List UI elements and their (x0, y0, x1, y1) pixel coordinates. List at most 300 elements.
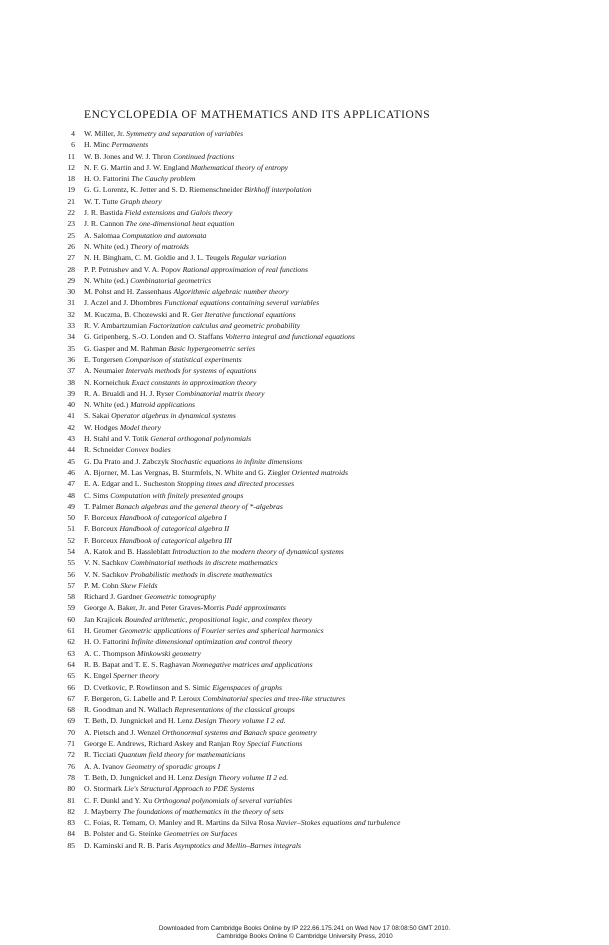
volume-number: 70 (67, 727, 75, 737)
volume-author: D. Kaminski and R. B. Paris (84, 840, 172, 850)
volume-entry (84, 343, 255, 354)
volume-number: 76 (67, 761, 75, 771)
volume-number: 19 (67, 185, 75, 195)
volume-entry (84, 795, 292, 806)
volume-title: Computation with finitely presented groups (110, 490, 244, 500)
volume-author: E. A. Edgar and L. Sucheston (84, 479, 175, 489)
volume-entry (84, 264, 308, 275)
list-item (50, 196, 570, 207)
list-item (50, 241, 570, 252)
volume-author: A. Pietsch and J. Wenzel (84, 727, 161, 737)
list-item (50, 682, 570, 693)
volume-entry (84, 636, 292, 647)
volume-number: 30 (67, 287, 75, 297)
volume-title: Algorithmic algebraic number theory (173, 287, 289, 297)
volume-author: B. Polster and G. Steinke (84, 829, 162, 839)
volume-author: E. Torgersen (84, 354, 123, 364)
volume-title: Factorization calculus and geometric probability (148, 321, 301, 331)
volume-author: R. B. Bapat and T. E. S. Raghavan (84, 659, 191, 669)
volume-entry (84, 309, 296, 320)
volume-title: Minkowski geometry (137, 648, 201, 658)
volume-number: 18 (67, 174, 75, 184)
list-item (50, 467, 570, 478)
volume-entry (84, 252, 286, 263)
volume-number: 49 (67, 501, 75, 511)
volume-number: 22 (67, 208, 75, 218)
volume-entry (84, 478, 294, 489)
volume-author: C. Sims (84, 490, 109, 500)
volume-author: N. White (ed.) (84, 400, 129, 410)
list-item (50, 377, 570, 388)
volume-number: 4 (71, 129, 75, 138)
volume-author: H. O. Fattorini (84, 637, 130, 647)
volume-author: J. R. Cannon (84, 219, 124, 229)
volume-title: Eigenspaces of graphs (212, 682, 282, 692)
volume-title: Handbook of categorical algebra III (119, 535, 232, 545)
download-footer (0, 925, 609, 940)
volume-number: 44 (67, 445, 75, 455)
volume-number: 52 (67, 535, 75, 545)
volume-number: 11 (67, 151, 75, 161)
volume-number: 29 (67, 275, 75, 285)
volume-author: T. Beth, D. Jungnickel and H. Lenz (84, 772, 193, 782)
volume-entry (84, 410, 236, 421)
volume-number: 39 (67, 388, 75, 398)
volume-author: Richard J. Gardner (84, 592, 143, 602)
volume-number: 68 (67, 705, 75, 715)
list-item (50, 331, 570, 342)
list-item (50, 399, 570, 410)
volume-title: Bounded arithmetic, propositional logic, and complex theory (124, 614, 313, 624)
series-title: ENCYCLOPEDIA OF MATHEMATICS AND ITS APPLICATIONS (84, 109, 431, 121)
list-item (50, 478, 570, 489)
volume-title: Operator algebras in dynamical systems (111, 411, 236, 421)
volume-entry (84, 354, 242, 365)
volume-title: Infinite dimensional optimization and control theory (131, 637, 293, 647)
volume-number: 72 (67, 750, 75, 760)
list-item (50, 207, 570, 218)
volume-title: Geometric applications of Fourier series and spherical harmonics (119, 626, 324, 636)
volume-title: Special Functions (246, 739, 303, 749)
list-item (50, 636, 570, 647)
volume-entry (84, 207, 232, 218)
volume-author: O. Stormark (84, 784, 123, 794)
list-item (50, 422, 570, 433)
volume-number: 69 (67, 716, 75, 726)
volume-number: 55 (67, 558, 75, 568)
volume-author: H. Minc (84, 140, 110, 150)
volume-author: A. Salomaa (84, 230, 120, 240)
volume-title: Comparison of statistical experiments (124, 354, 242, 364)
list-item (50, 727, 570, 738)
volume-title: Introduction to the modern theory of dynamical systems (172, 546, 344, 556)
volume-title: Combinatorial matrix theory (175, 388, 265, 398)
list-item (50, 659, 570, 670)
list-item (50, 388, 570, 399)
volume-title: Banach algebras and the general theory of *-algebras (115, 501, 283, 511)
volume-author: R. Goodman and N. Wallach (84, 705, 173, 715)
volume-title: The one-dimensional heat equation (125, 219, 235, 229)
volume-title: Handbook of categorical algebra II (119, 524, 230, 534)
volume-author: J. Mayberry (84, 806, 122, 816)
volume-number: 47 (67, 479, 75, 489)
volume-author: N. Korneichuk (84, 377, 130, 387)
volume-author: F. Borceux (84, 513, 118, 523)
list-item (50, 817, 570, 828)
volume-author: H. O. Fattorini (84, 174, 130, 184)
volume-number: 54 (67, 546, 75, 556)
volume-title: Lie's Structural Approach to PDE Systems (123, 784, 255, 794)
list-item (50, 535, 570, 546)
volume-title: Functional equations containing several variables (164, 298, 320, 308)
volume-author: M. Pohst and H. Zassenhaus (84, 287, 172, 297)
volume-number: 23 (67, 219, 75, 229)
volume-entry (84, 467, 348, 478)
list-item (50, 715, 570, 726)
volume-title: Navier–Stokes equations and turbulence (275, 818, 401, 828)
volume-author: T. Palmer (84, 501, 114, 511)
list-item (50, 523, 570, 534)
volume-entry (84, 241, 189, 252)
volume-author: George A. Baker, Jr. and Peter Graves-Morris (84, 603, 225, 613)
volume-number: 84 (67, 829, 75, 839)
list-item (50, 693, 570, 704)
volume-author: D. Cvetkovic, P. Rowlinson and S. Simic (84, 682, 211, 692)
volume-title: Orthonormal systems and Banach space geometry (162, 727, 317, 737)
volume-author: V. N. Sachkov (84, 558, 129, 568)
list-item (50, 365, 570, 376)
volume-title: Stochastic equations in infinite dimensions (170, 456, 303, 466)
volume-entry (84, 783, 254, 794)
volume-title: Stopping times and directed processes (176, 479, 295, 489)
volume-number: 37 (67, 366, 75, 376)
volume-number: 59 (67, 603, 75, 613)
volume-entry (84, 569, 272, 580)
volume-entry (84, 817, 400, 828)
volume-author: P. M. Cohn (84, 580, 119, 590)
volume-title: Geometries on Surfaces (163, 829, 238, 839)
volume-entry (84, 297, 319, 308)
list-item (50, 670, 570, 681)
volume-number: 38 (67, 377, 75, 387)
volume-entry (84, 399, 195, 410)
volume-entry (84, 173, 195, 184)
volume-title: Sperner theory (113, 671, 160, 681)
volume-number: 82 (67, 806, 75, 816)
volume-number: 36 (67, 354, 75, 364)
volume-entry (84, 659, 313, 670)
volume-number: 64 (67, 659, 75, 669)
volume-number: 27 (67, 253, 75, 263)
volume-author: A. Bjorner, M. Las Vergnas, B. Sturmfels, N. White and G. Ziegler (84, 467, 290, 477)
volume-entry (84, 614, 312, 625)
volume-entry (84, 591, 216, 602)
volume-author: George E. Andrews, Richard Askey and Ranjan Roy (84, 739, 246, 749)
volume-number: 32 (67, 309, 75, 319)
volume-author: H. Gromer (84, 626, 118, 636)
volume-entry (84, 648, 201, 659)
volume-entry (84, 625, 324, 636)
volume-author: W. B. Jones and W. J. Thron (84, 151, 172, 161)
volume-title: Volterra integral and functional equations (225, 332, 355, 342)
volume-title: General orthogonal polynomials (150, 434, 252, 444)
volume-title: Representations of the classical groups (174, 705, 295, 715)
volume-number: 61 (67, 626, 75, 636)
volume-number: 33 (67, 321, 75, 331)
list-item (50, 783, 570, 794)
list-item (50, 806, 570, 817)
volume-entry (84, 693, 345, 704)
list-item (50, 591, 570, 602)
volume-entry (84, 682, 282, 693)
volume-title: Birkhoff interpolation (244, 185, 312, 195)
volume-entry (84, 275, 211, 286)
volume-number: 60 (67, 614, 75, 624)
volume-author: R. A. Brualdi and H. J. Ryser (84, 388, 174, 398)
volume-number: 12 (67, 162, 75, 172)
list-item (50, 252, 570, 263)
volume-entry (84, 602, 286, 613)
volume-entry (84, 535, 232, 546)
list-item (50, 151, 570, 162)
volume-author: N. White (ed.) (84, 275, 129, 285)
volume-entry (84, 377, 256, 388)
list-item (50, 569, 570, 580)
volume-title: Iterative functional equations (204, 309, 296, 319)
volume-author: R. V. Ambartzumian (84, 321, 147, 331)
footer-download-line: Downloaded from Cambridge Books Online by IP 222.66.175.241 on Wed Nov 17 08:08:50 GMT 2010. (158, 925, 451, 932)
volume-author: R. Schneider (84, 445, 124, 455)
volume-number: 48 (67, 490, 75, 500)
list-item (50, 218, 570, 229)
list-item (50, 173, 570, 184)
list-item (50, 264, 570, 275)
volume-author: A. Neumaier (84, 366, 124, 376)
volume-author: S. Sakai (84, 411, 110, 421)
volume-author: A. A. Ivanov (84, 761, 124, 771)
volume-entry (84, 761, 220, 772)
volume-author: H. Stahl and V. Totik (84, 434, 149, 444)
volume-title: Combinatorial methods in discrete mathematics (130, 558, 278, 568)
volume-number: 78 (67, 772, 75, 782)
volume-entry (84, 546, 344, 557)
volume-entry (84, 670, 159, 681)
volume-number: 35 (67, 343, 75, 353)
volume-author: J. Aczel and J. Dhombres (84, 298, 163, 308)
volume-author: G. Gripenberg, S.-O. Londen and O. Staffans (84, 332, 224, 342)
volume-title: Handbook of categorical algebra I (119, 513, 227, 523)
list-item (50, 320, 570, 331)
volume-author: R. Ticciati (84, 750, 117, 760)
volume-author: J. R. Bastida (84, 208, 123, 218)
volume-author: A. Katok and B. Hassleblatt (84, 546, 171, 556)
list-item (50, 557, 570, 568)
list-item (50, 828, 570, 839)
volume-author: F. Bergeron, G. Labelle and P. Leroux (84, 693, 201, 703)
volume-title: Symmetry and separation of variables (126, 129, 244, 138)
list-item (50, 648, 570, 659)
volume-entry (84, 151, 234, 162)
volume-entry (84, 196, 162, 207)
volume-title: Permanents (111, 140, 149, 150)
volume-number: 83 (67, 818, 75, 828)
volume-number: 56 (67, 569, 75, 579)
volume-entry (84, 806, 284, 817)
volume-title: Model theory (119, 422, 162, 432)
volume-number: 80 (67, 784, 75, 794)
volume-number: 31 (67, 298, 75, 308)
volume-entry (84, 512, 227, 523)
volume-author: C. Foias, R. Temam, O. Manley and R. Martins da Silva Rosa (84, 818, 274, 828)
volume-entry (84, 456, 302, 467)
volume-number: 50 (67, 513, 75, 523)
list-item (50, 772, 570, 783)
volume-number: 26 (67, 241, 75, 251)
volume-entry (84, 365, 257, 376)
volume-title: Basic hypergeometric series (168, 343, 256, 353)
volume-number: 46 (67, 467, 75, 477)
volume-title: Intervals methods for systems of equations (125, 366, 257, 376)
volume-entry (84, 230, 206, 241)
volume-author: F. Borceux (84, 524, 118, 534)
list-item (50, 580, 570, 591)
volume-number: 45 (67, 456, 75, 466)
volume-number: 41 (67, 411, 75, 421)
volume-number: 66 (67, 682, 75, 692)
list-item (50, 444, 570, 455)
list-item (50, 795, 570, 806)
volume-author: P. P. Petrushev and V. A. Popov (84, 264, 181, 274)
volume-title: Geometry of sporadic groups I (125, 761, 221, 771)
volume-number: 71 (67, 739, 75, 749)
volume-author: W. Miller, Jr. (84, 129, 125, 138)
volume-author: C. F. Dunkl and Y. Xu (84, 795, 153, 805)
volume-entry (84, 727, 317, 738)
volume-author: N. F. G. Martin and J. W. England (84, 162, 189, 172)
volume-author: Jan Krajicek (84, 614, 123, 624)
footer-copyright-line: Cambridge Books Online © Cambridge University Press, 2010 (216, 932, 393, 940)
list-item (50, 230, 570, 241)
volume-author: G. G. Lorentz, K. Jetter and S. D. Riemenschneider (84, 185, 243, 195)
volume-title: Nonnegative matrices and applications (191, 659, 313, 669)
volume-entry (84, 286, 289, 297)
volume-entry (84, 772, 288, 783)
volume-title: Skew Fields (120, 580, 158, 590)
volume-entry (84, 749, 245, 760)
volume-entry (84, 139, 148, 150)
list-item (50, 761, 570, 772)
volume-entry (84, 580, 157, 591)
volume-entry (84, 840, 301, 851)
volume-entry (84, 388, 265, 399)
volume-title: Exact constants in approximation theory (131, 377, 257, 387)
list-item (50, 309, 570, 320)
volume-title: Padé approximants (226, 603, 286, 613)
volume-title: Combinatorial species and tree-like structures (202, 693, 346, 703)
volume-author: W. Hodges (84, 422, 118, 432)
list-item (50, 738, 570, 749)
volume-number: 67 (67, 693, 75, 703)
volume-author: F. Borceux (84, 535, 118, 545)
volume-author: K. Engel (84, 671, 112, 681)
volume-entry (84, 422, 161, 433)
volume-title: Matroid applications (130, 400, 196, 410)
volume-number: 58 (67, 592, 75, 602)
volume-number: 42 (67, 422, 75, 432)
list-item (50, 354, 570, 365)
volume-entry (84, 557, 278, 568)
volume-entry (84, 828, 237, 839)
list-item (50, 456, 570, 467)
volume-number: 43 (67, 434, 75, 444)
volume-entry (84, 218, 234, 229)
list-item (50, 275, 570, 286)
volume-entry (84, 331, 355, 342)
volume-author: N. White (ed.) (84, 241, 129, 251)
volume-title: Regular variation (231, 253, 287, 263)
volume-author: G. Da Prato and J. Zabczyk (84, 456, 169, 466)
list-item (50, 614, 570, 625)
list-item (50, 410, 570, 421)
list-item (50, 128, 570, 139)
volume-title: Graph theory (119, 196, 162, 206)
volume-title: Rational approximation of real functions (182, 264, 309, 274)
volume-entry (84, 490, 243, 501)
list-item (50, 433, 570, 444)
volume-author: V. N. Sachkov (84, 569, 129, 579)
list-item (50, 162, 570, 173)
volume-title: Continued fractions (173, 151, 235, 161)
volume-number: 62 (67, 637, 75, 647)
volume-title: Design Theory volume I 2 ed. (194, 716, 286, 726)
volume-title: The Cauchy problem (131, 174, 196, 184)
volume-number: 6 (71, 140, 75, 150)
volume-number: 25 (67, 230, 75, 240)
volume-entry (84, 523, 229, 534)
volume-number: 81 (67, 795, 75, 805)
list-item (50, 501, 570, 512)
list-item (50, 343, 570, 354)
list-item (50, 512, 570, 523)
volume-entry (84, 128, 243, 139)
volume-number: 63 (67, 648, 75, 658)
volume-entry (84, 715, 286, 726)
volume-title: Design Theory volume II 2 ed. (194, 772, 289, 782)
volume-title: Probabilistic methods in discrete mathematics (130, 569, 273, 579)
list-item (50, 602, 570, 613)
volume-title: Combinatorial geometrics (130, 275, 212, 285)
volume-number: 51 (67, 524, 75, 534)
volume-title: Theory of matroids (130, 241, 189, 251)
volume-author: W. T. Tutte (84, 196, 119, 206)
volume-title: Field extensions and Galois theory (124, 208, 233, 218)
volume-author: N. H. Bingham, C. M. Goldie and J. L. Teugels (84, 253, 230, 263)
volume-author: A. C. Thompson (84, 648, 136, 658)
volume-entry (84, 501, 283, 512)
volume-title: Quantum field theory for mathematicians (117, 750, 246, 760)
volume-entry (84, 444, 171, 455)
volume-entry (84, 738, 302, 749)
volume-title: The foundations of mathematics in the theory of sets (123, 806, 284, 816)
list-item (50, 704, 570, 715)
volume-title: Oriented matroids (291, 467, 348, 477)
volume-entry (84, 184, 312, 195)
list-item (50, 625, 570, 636)
list-item (50, 490, 570, 501)
volume-title: Convex bodies (125, 445, 171, 455)
volume-number: 40 (67, 400, 75, 410)
list-item (50, 749, 570, 760)
